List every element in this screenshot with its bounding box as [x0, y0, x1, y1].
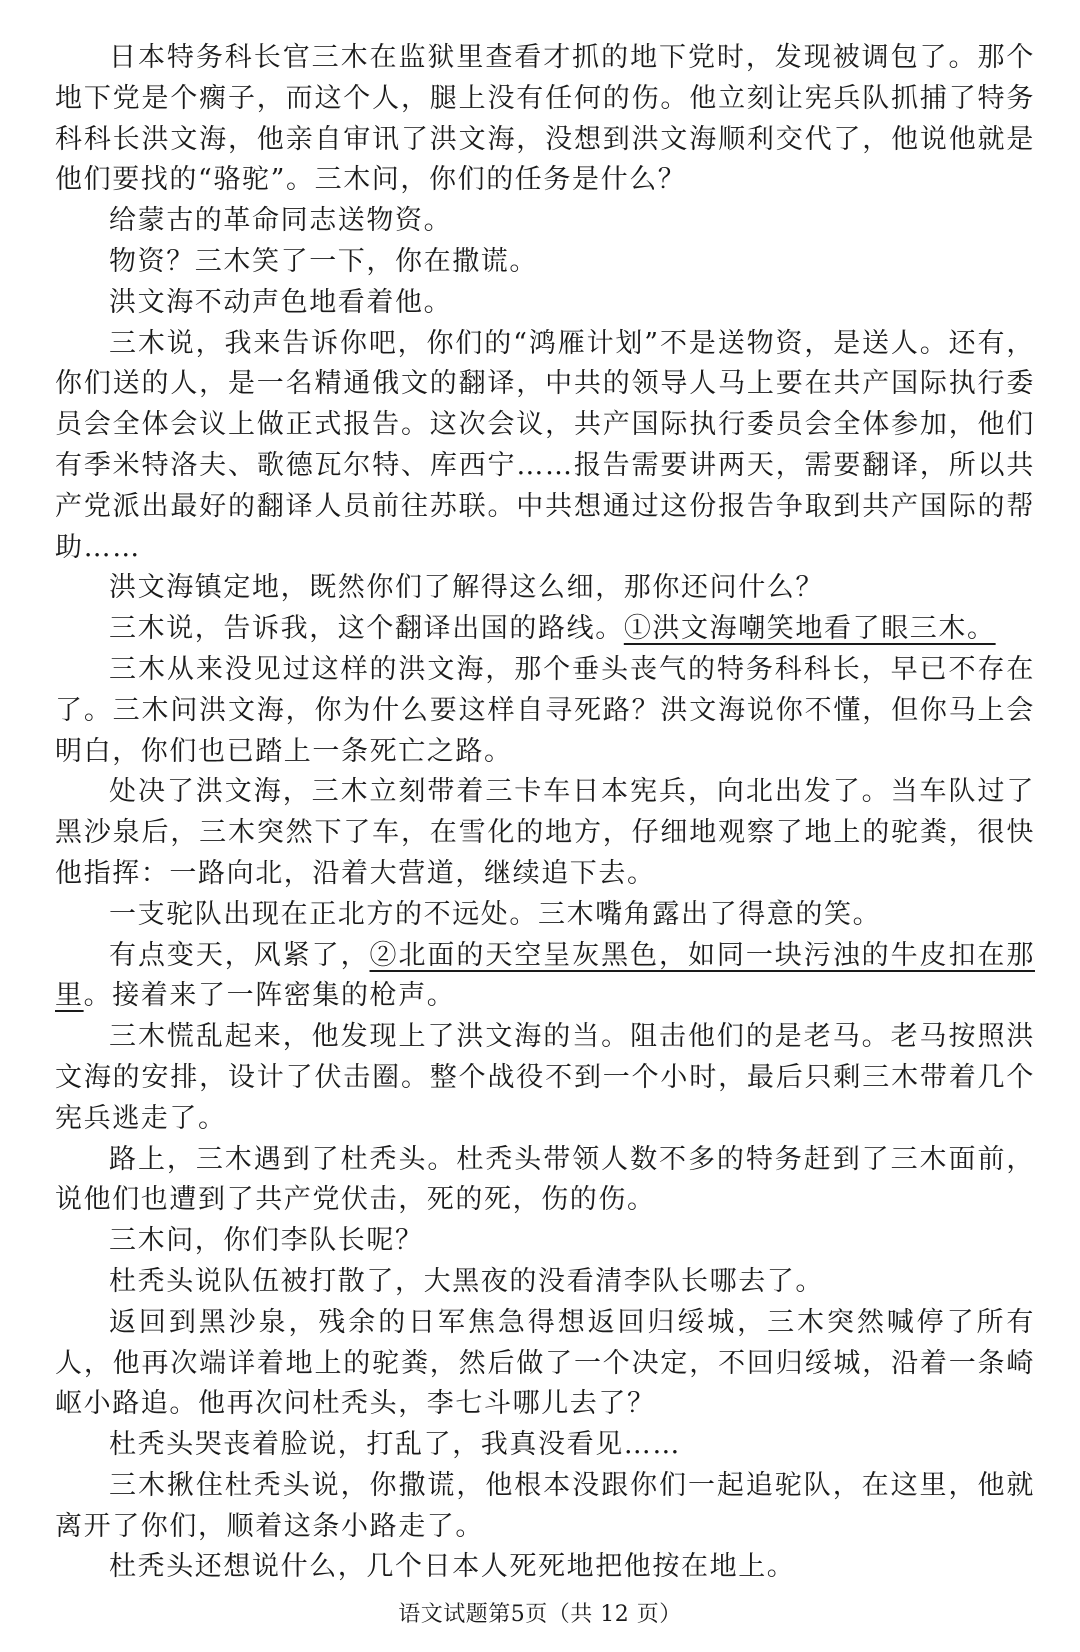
- paragraph-4: 洪文海不动声色地看着他。: [109, 286, 453, 318]
- paragraph-5: 三木说，我来告诉你吧，你们的“鸿雁计划”不是送物资，是送人。还有，你们送的人，是一名精通俄文的翻译，中共的领导人马上要在共产国际执行委员会全体会议上做正式报告。这次会议，共产国际执行委员会全体参加，他们有季米特洛夫、歌德瓦尔特、库西宁……报告需要讲两天，需要翻译，所以共产党派出最好的翻译人员前往苏联。中共想通过这份报告争取到共产国际的帮助……: [55, 327, 1035, 563]
- paragraph-10: 一支驼队出现在正北方的不远处。三木嘴角露出了得意的笑。: [109, 898, 882, 930]
- paragraph-18: 三木揪住杜秃头说，你撒谎，他根本没跟你们一起追驼队，在这里，他就离开了你们，顺着这条小路走了。: [55, 1469, 1035, 1542]
- paragraph-13: 路上，三木遇到了杜秃头。杜秃头带领人数不多的特务赶到了三木面前，说他们也遭到了共产党伏击，死的死，伤的伤。: [55, 1143, 1035, 1216]
- paragraph-6: 洪文海镇定地，既然你们了解得这么细，那你还问什么？: [109, 572, 824, 604]
- paragraph-9: 处决了洪文海，三木立刻带着三卡车日本宪兵，向北出发了。当车队过了黑沙泉后，三木突然下了车，在雪化的地方，仔细地观察了地上的驼粪，很快他指挥：一路向北，沿着大营道，继续追下去。: [55, 776, 1035, 889]
- underlined-sentence-2: ②北面的天空呈灰黑色，如同一块污浊的牛皮扣在那里: [55, 939, 1035, 1012]
- paragraph-11-text: 有点变天，风紧了，: [109, 939, 370, 971]
- paragraph-11: [55, 936, 1035, 1018]
- paragraph-17: 杜秃头哭丧着脸说，打乱了，我真没看见……: [109, 1429, 681, 1461]
- paragraph-12: 三木慌乱起来，他发现上了洪文海的当。阻击他们的是老马。老马按照洪文海的安排，设计了伏击圈。整个战役不到一个小时，最后只剩三木带着几个宪兵逃走了。: [55, 1021, 1035, 1134]
- paragraph-3: 物资？三木笑了一下，你在撒谎。: [109, 245, 538, 277]
- paragraph-1: 日本特务科长官三木在监狱里查看才抓的地下党时，发现被调包了。那个地下党是个瘸子，而这个人，腿上没有任何的伤。他立刻让宪兵队抓捕了特务科科长洪文海，他亲自审讯了洪文海，没想到洪文海顺利交代了，他说他就是他们要找的“骆驼”。三木问，你们的任务是什么？: [55, 42, 1035, 196]
- page-footer: 语文试题第5页（共 12 页）: [398, 1602, 682, 1627]
- paragraph-2: 给蒙古的革命同志送物资。: [109, 205, 453, 237]
- underlined-sentence-1: ①洪文海嘲笑地看了眼三木。: [623, 613, 996, 645]
- paragraph-16: 返回到黑沙泉，残余的日军焦急得想返回归绥城，三木突然喊停了所有人，他再次端详着地上的驼粪，然后做了一个决定，不回归绥城，沿着一条崎岖小路追。他再次问杜秃头，李七斗哪儿去了？: [55, 1306, 1035, 1420]
- paragraph-7: [55, 609, 1035, 650]
- paragraph-11-after: 。接着来了一阵密集的枪声。: [83, 980, 456, 1012]
- paragraph-7-text: 三木说，告诉我，这个翻译出国的路线。: [109, 613, 624, 645]
- paragraph-19: 杜秃头还想说什么，几个日本人死死地把他按在地上。: [109, 1551, 796, 1583]
- paragraph-8: 三木从来没见过这样的洪文海，那个垂头丧气的特务科科长，早已不存在了。三木问洪文海，你为什么要这样自寻死路？洪文海说你不懂，但你马上会明白，你们也已踏上一条死亡之路。: [55, 653, 1035, 767]
- document-body: [55, 38, 1035, 1588]
- paragraph-14: 三木问，你们李队长呢？: [109, 1225, 424, 1257]
- paragraph-15: 杜秃头说队伍被打散了，大黑夜的没看清李队长哪去了。: [109, 1265, 824, 1297]
